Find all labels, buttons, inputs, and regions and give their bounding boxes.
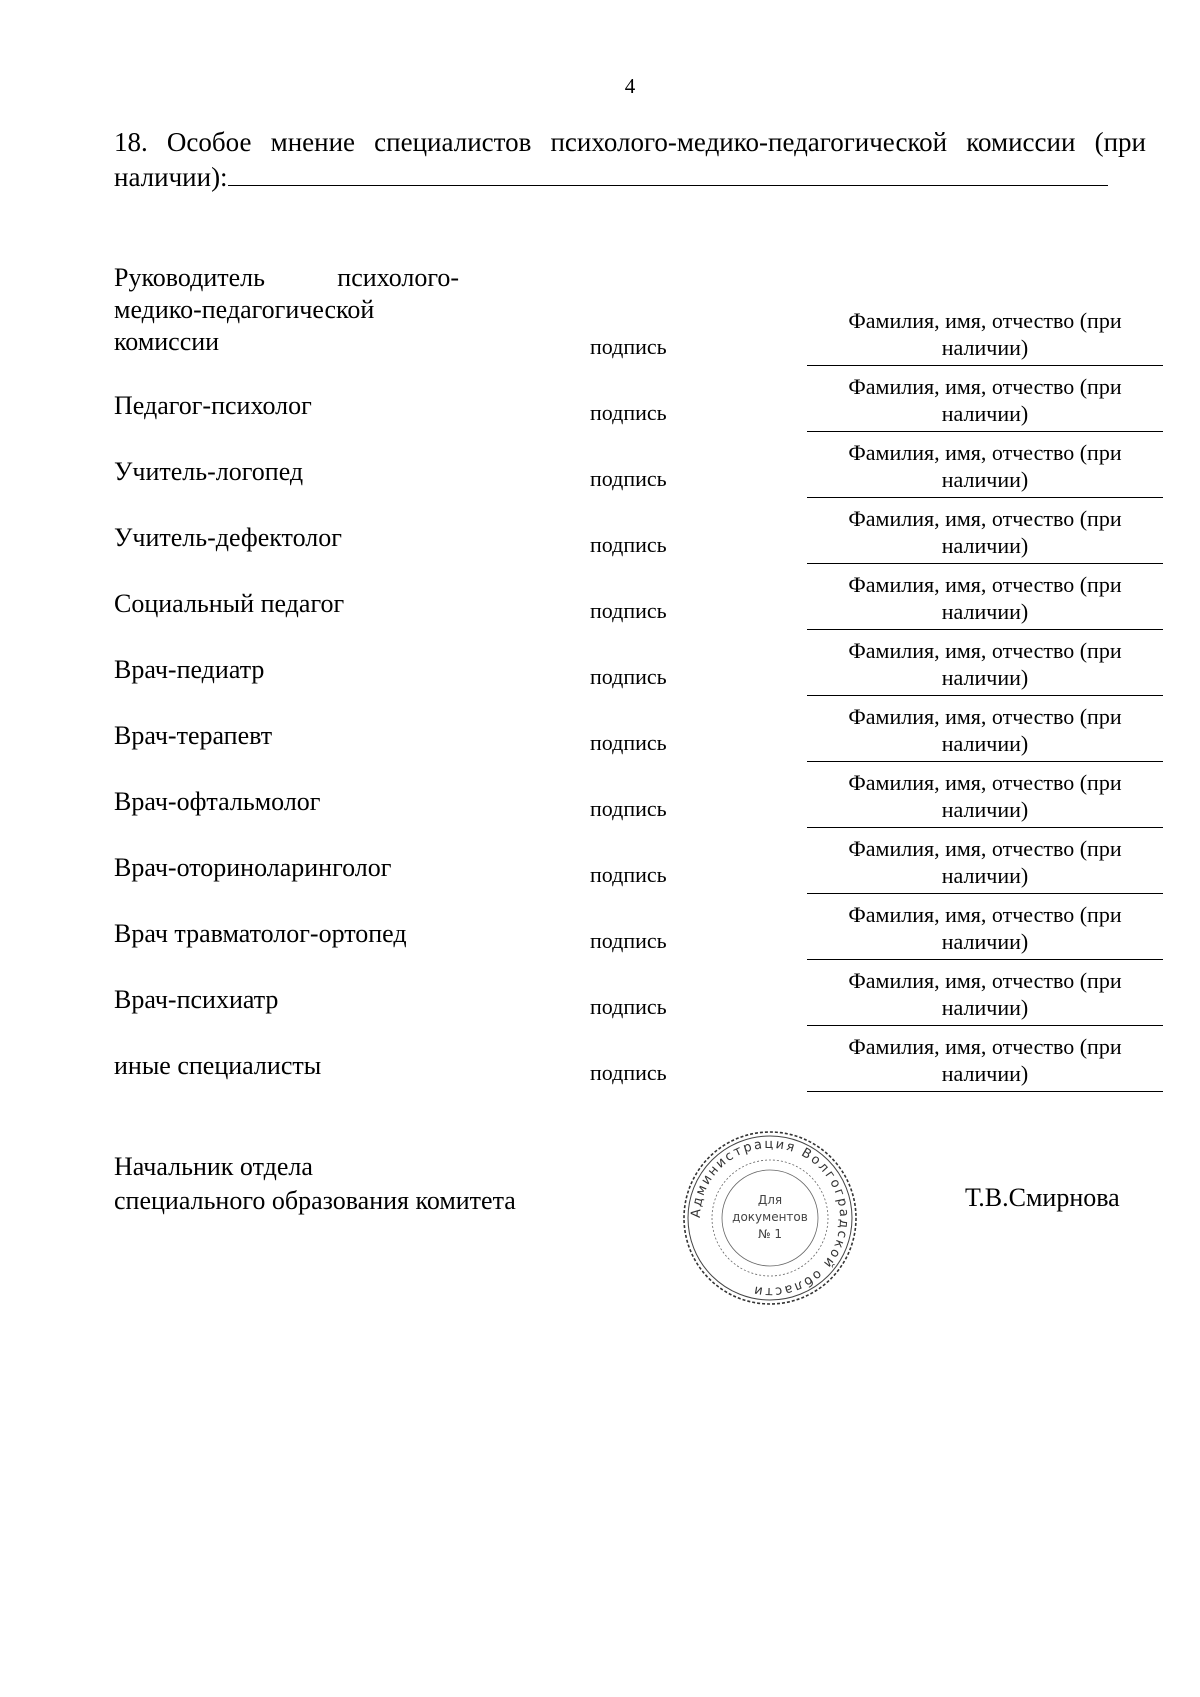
footer-signatory-name: Т.В.Смирнова [965, 1183, 1120, 1212]
fio-label: Фамилия, имя, отчество (при наличии) [807, 307, 1163, 366]
role-label: Врач-терапевт [114, 721, 273, 750]
stamp-center-line1: Для [757, 1193, 783, 1207]
signature-row [0, 828, 1200, 894]
role-label: Врач-психиатр [114, 985, 279, 1014]
signature-label: подпись [590, 862, 667, 887]
fio-label: Фамилия, имя, отчество (при наличии) [807, 967, 1163, 1026]
signature-row [0, 960, 1200, 1026]
signature-label: подпись [590, 466, 667, 491]
fio-label: Фамилия, имя, отчество (при наличии) [807, 571, 1163, 630]
signature-row [0, 498, 1200, 564]
fio-label: Фамилия, имя, отчество (при наличии) [807, 769, 1163, 828]
fio-label: Фамилия, имя, отчество (при наличии) [807, 901, 1163, 960]
official-stamp [680, 1128, 860, 1308]
signature-row [0, 630, 1200, 696]
role-label: Учитель-логопед [114, 457, 304, 486]
fio-label: Фамилия, имя, отчество (при наличии) [807, 637, 1163, 696]
role-label: иные специалисты [114, 1051, 322, 1080]
signature-label: подпись [590, 400, 667, 425]
footer-position [114, 1150, 516, 1218]
signature-row [0, 432, 1200, 498]
signature-label: подпись [590, 598, 667, 623]
signature-label: подпись [590, 664, 667, 689]
role-label: Врач травматолог-ортопед [114, 919, 407, 948]
stamp-ring-text: Администрация Волгоградской области [688, 1136, 852, 1300]
item-18-text: 18. Особое мнение специалистов психолого-медико-педагогической комиссии (при наличии): [114, 127, 1146, 192]
role-label: Врач-офтальмолог [114, 787, 321, 816]
signature-row [0, 263, 1200, 366]
role-label: Врач-оториноларинголог [114, 853, 392, 882]
role-label: Социальный педагог [114, 589, 345, 618]
signature-label: подпись [590, 730, 667, 755]
stamp-center-line2: документов [732, 1210, 808, 1224]
role-label: Педагог-психолог [114, 391, 312, 420]
signature-row [0, 1026, 1200, 1092]
signature-label: подпись [590, 1060, 667, 1085]
role-label: Врач-педиатр [114, 655, 265, 684]
role-label: Учитель-дефектолог [114, 523, 342, 552]
item-18-fill-line [228, 159, 1108, 186]
signature-label: подпись [590, 334, 667, 359]
fio-label: Фамилия, имя, отчество (при наличии) [807, 703, 1163, 762]
signature-row [0, 366, 1200, 432]
fio-label: Фамилия, имя, отчество (при наличии) [807, 373, 1163, 432]
signature-row [0, 762, 1200, 828]
role-label: Руководитель психолого-медико-педагогической комиссии [114, 263, 459, 356]
signature-label: подпись [590, 796, 667, 821]
page-number: 4 [624, 74, 636, 98]
footer-position-line2: специального образования комитета [114, 1186, 516, 1215]
signature-label: подпись [590, 928, 667, 953]
signature-row [0, 564, 1200, 630]
footer-position-line1: Начальник отдела [114, 1152, 313, 1181]
signature-row [0, 894, 1200, 960]
fio-label: Фамилия, имя, отчество (при наличии) [807, 439, 1163, 498]
fio-label: Фамилия, имя, отчество (при наличии) [807, 505, 1163, 564]
signature-row [0, 696, 1200, 762]
signature-label: подпись [590, 994, 667, 1019]
signature-label: подпись [590, 532, 667, 557]
stamp-center-line3: № 1 [758, 1227, 782, 1241]
item-18-special-opinion [114, 126, 1146, 194]
fio-label: Фамилия, имя, отчество (при наличии) [807, 835, 1163, 894]
fio-label: Фамилия, имя, отчество (при наличии) [807, 1033, 1163, 1092]
